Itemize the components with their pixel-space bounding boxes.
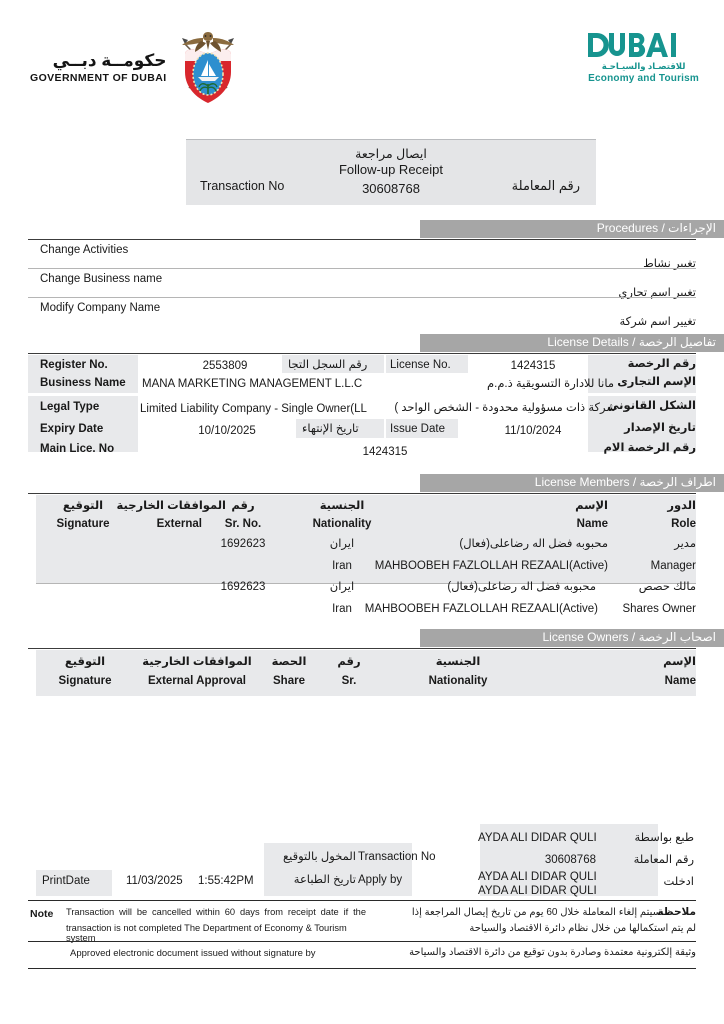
ld-label-business-name: Business Name <box>40 377 126 389</box>
procedures-divider-0 <box>28 268 696 269</box>
license-members-bar-en: License Members <box>534 475 630 489</box>
ld-label-license-no-en: License No. <box>390 359 451 371</box>
section-header-procedures <box>420 220 724 238</box>
footer-entered-value-2: AYDA ALI DIDAR QULI <box>478 885 597 897</box>
note-text-ar-line1: سيتم إلغاء المعاملة خلال 60 يوم من تاريخ إيصال المراجعة إذا <box>411 907 661 918</box>
ld-label-main-license-ar: رقم الرخصة الام <box>603 442 696 454</box>
ld-label-license-no-ar: رقم الرخصة <box>627 358 696 370</box>
approved-document-note-ar: وثيقة إلكترونية معتمدة وصادرة بدون توقيع من دائرة الاقتصاد والسياحة <box>409 947 696 958</box>
ld-label-expiry-date: Expiry Date <box>40 423 104 435</box>
lo-header-external-en: External Approval <box>148 675 246 687</box>
receipt-title-english: Follow-up Receipt <box>338 162 444 177</box>
ld-value-expiry-date: 10/10/2025 <box>198 425 256 437</box>
section-header-license-members <box>420 474 724 492</box>
footer-transaction-no-value: 30608768 <box>544 854 596 866</box>
license-details-bar-sep: / <box>632 335 636 349</box>
ld-value-main-license-no: 1424315 <box>362 446 408 458</box>
lm-header-name-en: Name <box>576 518 608 530</box>
footer-print-date-label-ar: تاريخ الطباعة <box>293 874 356 886</box>
ld-label-legal-type: Legal Type <box>40 401 100 413</box>
section-header-license-details <box>420 334 724 352</box>
lm-row-1-nationality-en: Iran <box>332 603 352 615</box>
footer-printed-by-label: طبع بواسطة <box>634 832 694 844</box>
transaction-no-label-ar: رقم المعاملة <box>511 178 580 193</box>
ld-value-legal-type-ar: شركة ذات مسؤولية محدودة - الشخص الواحد ) <box>394 402 616 414</box>
lm-header-signature-ar: التوقيع <box>62 500 104 512</box>
lm-header-srno-ar: رقم <box>231 500 255 512</box>
det-arabic-tagline: للاقتصـاد والسيـاحـة <box>601 61 686 71</box>
lm-header-role-en: Role <box>671 518 696 530</box>
lo-header-share-ar: الحصة <box>271 656 307 668</box>
note-top-rule <box>28 900 696 901</box>
note-label-en: Note <box>30 908 54 920</box>
license-details-top-rule <box>28 353 696 354</box>
ld-value-register-no: 2553809 <box>202 360 248 372</box>
lo-header-external-ar: الموافقات الخارجية <box>142 656 252 668</box>
lm-header-nationality-ar: الجنسية <box>319 500 365 512</box>
lo-header-signature-ar: التوقيع <box>64 656 106 668</box>
lm-row-0-role-en: Manager <box>650 560 696 572</box>
lm-row-1-name-en: MAHBOOBEH FAZLOLLAH REZAALI(Active) <box>364 603 598 615</box>
ld-value-legal-type-en: Limited Liability Company - Single Owner(LL <box>140 403 367 415</box>
lo-header-name-en: Name <box>664 675 696 687</box>
lm-header-external-ar: الموافقات الخارجية <box>116 500 226 512</box>
footer-entered-value-1: AYDA ALI DIDAR QULI <box>478 871 597 883</box>
det-english-tagline: Economy and Tourism <box>588 73 699 84</box>
footer-authorized-label-ar: المخول بالتوقيع <box>283 851 356 863</box>
lo-header-sr-ar: رقم <box>337 656 361 668</box>
procedure-row-2-en: Modify Company Name <box>40 302 161 314</box>
procedure-row-2-ar: تغيير اسم شركة <box>619 316 696 328</box>
lo-header-sr-en: Sr. <box>341 675 357 687</box>
note-mid-rule <box>28 941 696 942</box>
lo-header-nationality-ar: الجنسية <box>435 656 481 668</box>
lm-header-name-ar: الإسم <box>575 500 608 512</box>
ld-label-register-no: Register No. <box>40 359 108 371</box>
license-members-bar-sep: / <box>632 475 637 489</box>
procedure-row-0-en: Change Activities <box>40 244 129 256</box>
license-owners-top-rule <box>28 648 696 649</box>
uae-falcon-emblem-icon <box>177 28 239 106</box>
dubai-economy-tourism-logo <box>588 32 699 84</box>
approved-document-note-en: Approved electronic document issued without signature by <box>70 948 316 959</box>
receipt-title-arabic: ايصال مراجعة <box>355 147 427 161</box>
ld-value-license-no: 1424315 <box>510 360 556 372</box>
procedures-divider-1 <box>28 297 696 298</box>
lm-header-signature-en: Signature <box>56 518 110 530</box>
lo-header-signature-en: Signature <box>58 675 112 687</box>
ld-label-business-name-ar: الإسم التجارى <box>617 376 696 388</box>
lo-header-nationality-en: Nationality <box>428 675 488 687</box>
ld-label-issue-date-en: Issue Date <box>390 423 445 435</box>
lm-row-0-name-en: MAHBOOBEH FAZLOLLAH REZAALI(Active) <box>374 560 608 572</box>
footer-transaction-no-label-en: Transaction No <box>358 851 436 863</box>
lm-row-1-srno: 1692623 <box>220 581 266 593</box>
footer-print-time-value: 1:55:42PM <box>198 875 254 887</box>
lm-row-1-name-ar: محبوبه فضل اله رضاعلى(فعال) <box>447 581 596 593</box>
footer-print-date-label-en: PrintDate <box>42 875 90 887</box>
lm-row-0-nationality-ar: ايران <box>329 538 355 550</box>
footer-printed-by-value: AYDA ALI DIDAR QULI <box>478 832 597 844</box>
ld-label-expiry-date-ar: تاريخ الإنتهاء <box>302 423 359 435</box>
lm-row-0-name-ar: محبوبه فضل اله رضاعلى(فعال) <box>459 538 608 550</box>
license-owners-bar-ar: اصحاب الرخصة <box>638 630 716 644</box>
note-bottom-rule <box>28 968 696 969</box>
procedure-row-1-ar: تغيير اسم تجاري <box>618 287 696 299</box>
license-owners-bar-en: License Owners <box>542 630 629 644</box>
note-text-en-line1: Transaction will be cancelled within 60 days from receipt date if the <box>66 907 366 917</box>
dubai-wordmark-icon <box>588 32 680 58</box>
document-header <box>0 0 724 120</box>
ld-label-register-no-ar: رقم السجل التجا <box>288 359 368 371</box>
lm-header-nationality-en: Nationality <box>312 518 372 530</box>
transaction-no-label-en: Transaction No <box>200 179 285 193</box>
license-details-bar-ar: تفاصيل الرخصة <box>638 335 716 349</box>
note-text-en-line2: transaction is not completed The Department of Economy & Tourism system <box>66 923 347 943</box>
note-label-ar: ملاحظة <box>657 906 696 918</box>
ld-label-issue-date-ar: تاريخ الإصدار <box>624 422 696 434</box>
transaction-summary-box <box>186 139 596 205</box>
note-text-ar-line2: لم يتم استكمالها من خلال نظام دائرة الاقتصاد والسياحة <box>469 923 696 934</box>
ld-value-business-name-en: MANA MARKETING MANAGEMENT L.L.C <box>142 378 363 390</box>
lm-header-external-en: External <box>156 518 202 530</box>
lo-header-share-en: Share <box>273 675 305 687</box>
procedures-bar-sep: / <box>661 221 665 235</box>
lm-row-1-nationality-ar: ايران <box>329 581 355 593</box>
lm-row-1-role-ar: مالك حصص <box>638 581 696 593</box>
transaction-no-value: 30608768 <box>362 181 420 196</box>
ld-value-issue-date: 11/10/2024 <box>504 425 562 437</box>
license-details-bar-en: License Details <box>547 335 629 349</box>
footer-entered-label: ادخلت <box>663 876 694 888</box>
lm-row-0-role-ar: مدير <box>674 538 696 550</box>
lm-header-srno-en: Sr. No. <box>224 518 262 530</box>
gov-dubai-arabic-text: حكومــة دبــي <box>52 50 167 70</box>
section-header-license-owners <box>420 629 724 647</box>
license-owners-bar-sep: / <box>631 630 636 644</box>
lo-header-name-ar: الإسم <box>663 656 696 668</box>
footer-apply-by-label-en: Apply by <box>358 874 403 886</box>
procedures-bar-en: Procedures <box>596 221 659 235</box>
lm-row-0-nationality-en: Iran <box>332 560 352 572</box>
license-members-top-rule <box>28 493 696 494</box>
ld-label-legal-type-ar: الشكل القانونى <box>607 400 696 412</box>
license-members-bar-ar: اطراف الرخصة <box>639 475 716 489</box>
footer-transaction-no-label-ar: رقم المعاملة <box>633 854 694 866</box>
ld-value-business-name-ar: مانا للادارة التسويقية ذ.م.م <box>487 378 614 390</box>
procedure-row-1-en: Change Business name <box>40 273 163 285</box>
procedure-row-0-ar: تغيير نشاط <box>643 258 696 270</box>
government-of-dubai-logo <box>30 28 239 106</box>
procedures-bar-ar: الإجراءات <box>668 221 716 235</box>
lm-header-role-ar: الدور <box>667 500 696 512</box>
gov-dubai-english-text: GOVERNMENT OF DUBAI <box>30 72 167 85</box>
lm-row-0-srno: 1692623 <box>220 538 266 550</box>
lm-row-1-role-en: Shares Owner <box>622 603 696 615</box>
procedures-top-rule <box>28 239 696 240</box>
footer-print-date-value: 11/03/2025 <box>126 875 183 887</box>
ld-label-main-lice-no: Main Lice. No <box>40 443 115 455</box>
